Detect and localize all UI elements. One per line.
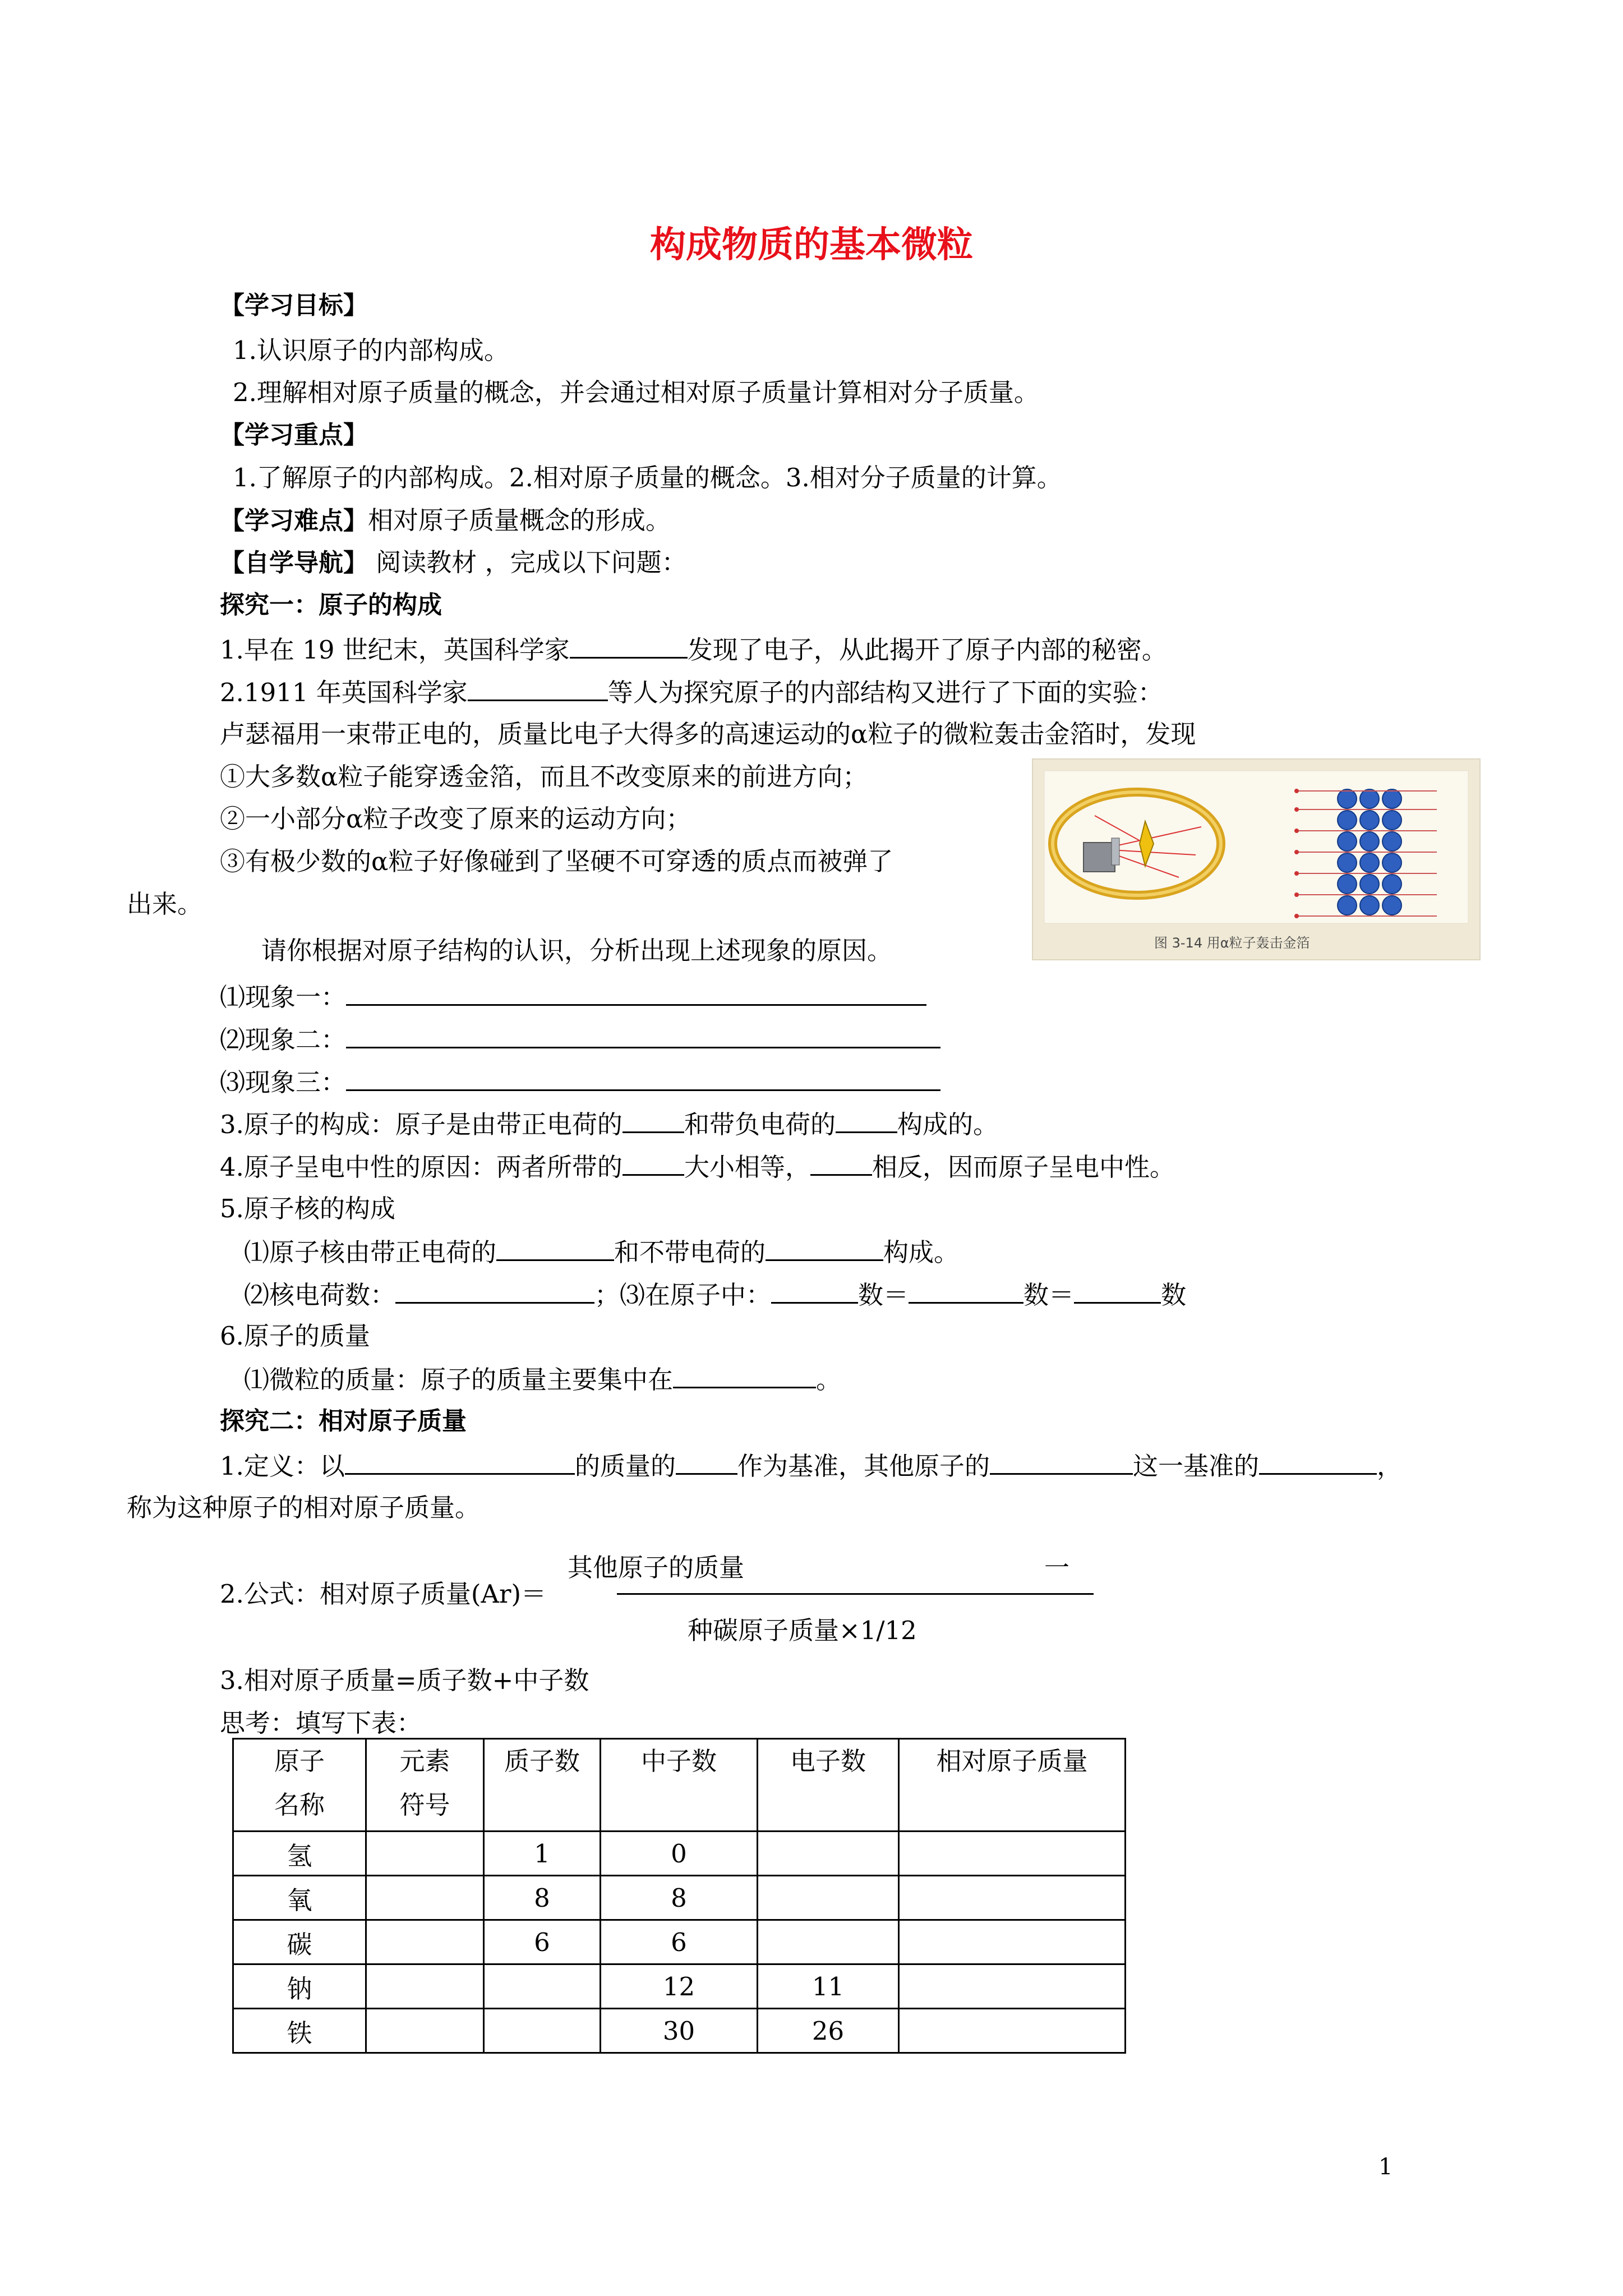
q5-2-blank-2[interactable] (771, 1277, 858, 1304)
cell-relative-mass[interactable] (899, 1832, 1126, 1876)
question-2 (220, 675, 1163, 710)
cell-symbol[interactable] (366, 1920, 484, 1964)
q5-2-text-b: ；⑶在原子中： (594, 1280, 772, 1310)
cell-symbol[interactable] (366, 1832, 484, 1876)
gold-foil-illustration (1033, 760, 1479, 959)
p1-label: ⑴现象一： (220, 982, 347, 1012)
table-row (233, 1920, 1126, 1964)
q5-1-text-b: 和不带电荷的 (614, 1237, 766, 1267)
cell-electrons[interactable] (758, 1876, 899, 1920)
q3-blank-2[interactable] (836, 1107, 897, 1133)
cell-neutrons: 6 (601, 1920, 758, 1964)
focus-text: 1.了解原子的内部构成。2.相对原子质量的概念。3.相对分子质量的计算。 (233, 463, 1062, 493)
cell-relative-mass[interactable] (899, 2009, 1126, 2053)
q5-1-text-c: 构成。 (883, 1237, 960, 1267)
cell-relative-mass[interactable] (899, 1876, 1126, 1920)
q3-blank-1[interactable] (623, 1107, 684, 1133)
goal-item-2: 2.理解相对原子质量的概念，并会通过相对原子质量计算相对分子质量。 (233, 378, 1039, 407)
observation-1: ①大多数α粒子能穿透金箔，而且不改变原来的前进方向； (220, 762, 868, 792)
cell-protons: 6 (484, 1920, 601, 1964)
q5-2-text-d: 数＝ (1023, 1280, 1075, 1310)
question-5: 5.原子核的构成 (220, 1194, 395, 1223)
p3-blank[interactable] (346, 1065, 940, 1091)
header-element-symbol: 元素 符号 (366, 1739, 484, 1832)
cell-name: 氧 (233, 1876, 366, 1920)
alpha-scattering-figure (1032, 758, 1481, 960)
analysis-prompt: 请你根据对原子结构的认识，分析出现上述现象的原因。 (261, 936, 893, 965)
table-row (233, 2009, 1126, 2053)
table-header-row (233, 1739, 1126, 1832)
definition-line-2: 称为这种原子的相对原子质量。 (127, 1493, 481, 1522)
q5-1-text-a: ⑴原子核由带正电荷的 (244, 1237, 497, 1267)
q5-1-blank-1[interactable] (496, 1235, 614, 1261)
question-3 (220, 1107, 998, 1142)
cell-name: 氢 (233, 1832, 366, 1876)
cell-symbol[interactable] (366, 1876, 484, 1920)
q5-2-blank-3[interactable] (909, 1277, 1023, 1304)
question-5-2 (244, 1277, 1186, 1312)
cell-name: 铁 (233, 2009, 366, 2053)
q4-text-b: 大小相等， (684, 1152, 810, 1182)
section2-heading: 探究二：相对原子质量 (220, 1407, 467, 1435)
d1-text-e: ， (1376, 1451, 1402, 1481)
experiment-intro: 卢瑟福用一束带正电的，质量比电子大得多的高速运动的α粒子的微粒轰击金箔时，发现 (220, 719, 1196, 749)
q4-blank-2[interactable] (810, 1149, 872, 1176)
cell-protons: 8 (484, 1876, 601, 1920)
cell-symbol[interactable] (366, 2009, 484, 2053)
cell-relative-mass[interactable] (899, 1920, 1126, 1964)
question-6: 6.原子的质量 (220, 1321, 370, 1351)
q1-blank[interactable] (570, 632, 688, 659)
cell-electrons: 11 (758, 1964, 899, 2009)
phenomenon-3 (220, 1065, 940, 1099)
section1-heading: 探究一：原子的构成 (220, 591, 442, 619)
cell-neutrons: 0 (601, 1832, 758, 1876)
header-relative-mass: 相对原子质量 (899, 1739, 1126, 1832)
q5-2-blank-4[interactable] (1074, 1277, 1161, 1304)
q5-2-text-c: 数＝ (858, 1280, 909, 1310)
d1-text-c: 作为基准，其他原子的 (737, 1451, 990, 1481)
guide-heading: 【自学导航】 (220, 549, 368, 577)
cell-electrons: 26 (758, 2009, 899, 2053)
goals-heading: 【学习目标】 (220, 291, 368, 320)
atom-table (232, 1738, 1126, 2054)
q2-text-a: 2.1911 年英国科学家 (220, 678, 468, 707)
header-electron-count: 电子数 (758, 1739, 899, 1832)
q3-text-a: 3.原子的构成：原子是由带正电荷的 (220, 1110, 623, 1139)
q2-blank[interactable] (468, 675, 608, 701)
cell-protons[interactable] (484, 2009, 601, 2053)
formula-denominator: 种碳原子质量×1/12 (688, 1616, 917, 1645)
q3-text-c: 构成的。 (897, 1110, 998, 1139)
d1-text-a: 1.定义：以 (220, 1451, 345, 1481)
observation-3-cont: 出来。 (127, 889, 203, 919)
page-number: 1 (1378, 2154, 1393, 2180)
cell-relative-mass[interactable] (899, 1964, 1126, 2009)
formula-label: 2.公式：相对原子质量(Ar)＝ (220, 1579, 547, 1609)
cell-electrons[interactable] (758, 1832, 899, 1876)
formula-3: 3.相对原子质量=质子数+中子数 (220, 1665, 589, 1695)
question-5-1 (244, 1235, 959, 1269)
difficulty-text: 相对原子质量概念的形成。 (368, 505, 671, 535)
q6-1-text-a: ⑴微粒的质量：原子的质量主要集中在 (244, 1365, 674, 1395)
q5-1-blank-2[interactable] (766, 1235, 883, 1261)
phenomenon-1 (220, 979, 926, 1014)
question-4 (220, 1149, 1175, 1184)
definition-line (220, 1448, 1402, 1483)
d1-text-d: 这一基准的 (1132, 1451, 1259, 1481)
p2-label: ⑵现象二： (220, 1025, 347, 1055)
q6-1-text-b: 。 (816, 1365, 842, 1395)
difficulty-heading: 【学习难点】 (220, 507, 368, 535)
table-row (233, 1964, 1126, 2009)
q1-text-b: 发现了电子，从此揭开了原子内部的秘密。 (687, 635, 1167, 665)
cell-name: 碳 (233, 1920, 366, 1964)
cell-symbol[interactable] (366, 1964, 484, 2009)
think-prompt: 思考：填写下表： (220, 1708, 422, 1738)
fraction-bar (617, 1593, 1094, 1595)
observation-3: ③有极少数的α粒子好像碰到了坚硬不可穿透的质点而被弹了 (220, 846, 893, 876)
cell-name: 钠 (233, 1964, 366, 2009)
cell-neutrons: 12 (601, 1964, 758, 2009)
difficulty-line (220, 504, 671, 538)
q2-text-b: 等人为探究原子的内部结构又进行了下面的实验： (607, 678, 1163, 707)
guide-text: 阅读教材 ，完成以下问题： (368, 547, 687, 577)
header-neutron-count: 中子数 (601, 1739, 758, 1832)
q4-text-c: 相反，因而原子呈电中性。 (872, 1152, 1175, 1182)
header-atom-name: 原子 名称 (233, 1739, 366, 1832)
q3-text-b: 和带负电荷的 (684, 1110, 836, 1139)
p2-blank[interactable] (346, 1022, 940, 1048)
formula-dash: 一 (1044, 1553, 1070, 1582)
cell-protons: 1 (484, 1832, 601, 1876)
cell-protons[interactable] (484, 1964, 601, 2009)
table-row (233, 1832, 1126, 1876)
figure-caption: 图 3-14 用α粒子轰击金箔 (1154, 935, 1310, 951)
formula-numerator: 其他原子的质量 (568, 1553, 745, 1582)
page-title: 构成物质的基本微粒 (650, 224, 973, 266)
d1-text-b: 的质量的 (574, 1451, 676, 1481)
question-1 (220, 632, 1167, 667)
d1-blank-1[interactable] (345, 1448, 575, 1475)
focus-heading: 【学习重点】 (220, 421, 368, 449)
goal-item-1: 1.认识原子的内部构成。 (233, 335, 509, 365)
table-row (233, 1876, 1126, 1920)
observation-2: ②一小部分α粒子改变了原来的运动方向； (220, 804, 691, 834)
q4-text-a: 4.原子呈电中性的原因：两者所带的 (220, 1152, 623, 1182)
d1-blank-3[interactable] (990, 1448, 1133, 1475)
q1-text-a: 1.早在 19 世纪末，英国科学家 (220, 635, 570, 665)
question-6-1 (244, 1362, 841, 1397)
d1-blank-2[interactable] (676, 1448, 737, 1475)
q5-2-blank-1[interactable] (395, 1277, 594, 1304)
cell-neutrons: 30 (601, 2009, 758, 2053)
d1-blank-4[interactable] (1259, 1448, 1377, 1475)
phenomenon-2 (220, 1022, 940, 1057)
q6-1-blank[interactable] (673, 1362, 816, 1388)
q5-2-text-a: ⑵核电荷数： (244, 1280, 396, 1310)
q5-2-text-e: 数 (1161, 1280, 1187, 1310)
p3-label: ⑶现象三： (220, 1068, 347, 1097)
header-proton-count: 质子数 (484, 1739, 601, 1832)
guide-line (220, 546, 687, 580)
cell-electrons[interactable] (758, 1920, 899, 1964)
p1-blank[interactable] (346, 979, 926, 1006)
q4-blank-1[interactable] (623, 1149, 684, 1176)
cell-neutrons: 8 (601, 1876, 758, 1920)
